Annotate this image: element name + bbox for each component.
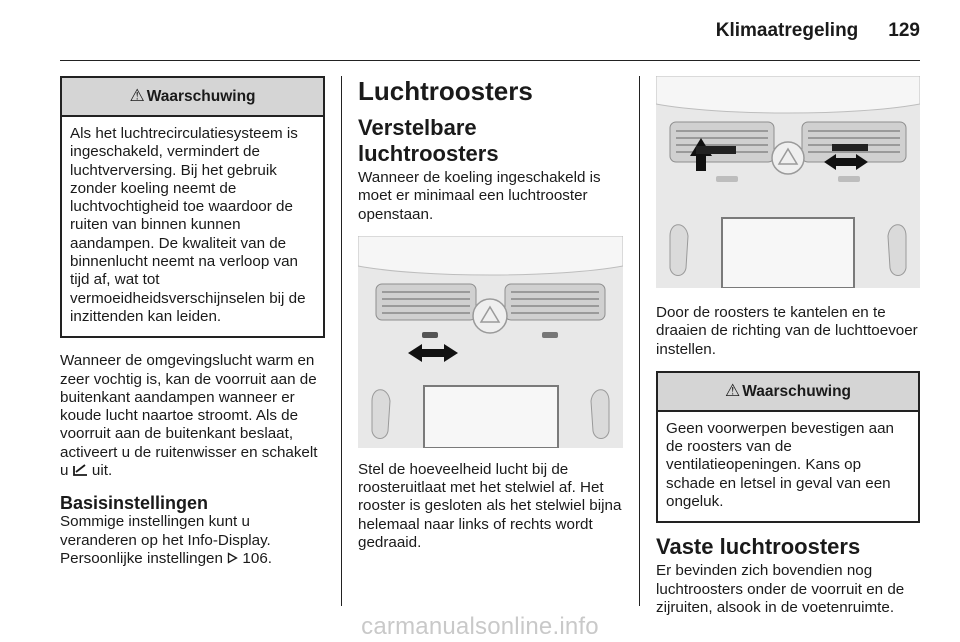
page-reference-triangle-icon (227, 550, 238, 567)
warning-box (656, 371, 920, 523)
warning-box (60, 76, 325, 338)
warning-title: Waarschuwing (146, 88, 256, 105)
warning-triangle-icon: ⚠ (129, 86, 145, 105)
column-3 (656, 76, 920, 617)
page-number: 129 (888, 20, 920, 41)
watermark: carmanualsonline.info (361, 613, 599, 640)
rotating-vents-illustration (656, 76, 920, 288)
paragraph (60, 513, 325, 568)
warning-triangle-icon: ⚠ (724, 380, 741, 400)
paragraph-text: Wanneer de omgevingslucht warm en zeer vochtig is, kan de voorruit aan de buitenkant aandampen wanneer er koude lucht naartoe stroomt. Als de voorruit aan de buitenkant beslaat, activeert u de ruitenwisser en schakelt u (60, 352, 318, 480)
warning-header (62, 78, 323, 117)
paragraph: Door de roosters te kantelen en te draaien de richting van de luchttoevoer instellen. (656, 304, 918, 358)
running-head (716, 20, 920, 42)
warning-text: Geen voorwerpen bevestigen aan de roosters van de ventilatieopeningen. Kans op schade en letsel in geval van een ongeluk. (666, 419, 894, 511)
warning-title: Waarschuwing (742, 382, 852, 400)
column-1 (60, 76, 325, 568)
page-heading: Luchtroosters (358, 76, 533, 106)
column-2 (358, 76, 623, 552)
dashboard-vents-illustration (358, 236, 623, 448)
paragraph: Stel de hoeveelheid lucht bij de roosteruitlaat met het stelwiel af. Het rooster is gesloten als het stelwiel bijna helemaal naar links of rechts wordt gedraaid. (358, 460, 622, 552)
column-divider (341, 76, 342, 606)
windscreen-wiper-icon (73, 462, 88, 479)
paragraph (60, 352, 325, 480)
paragraph: Er bevinden zich bovendien nog luchtroosters onder de voorruit en de zijruiten, alsook in de voetenruimte. (656, 562, 905, 616)
section-subheading: Verstelbare luchtroosters (358, 115, 499, 166)
warning-text: Als het luchtrecirculatiesysteem is ingeschakeld, vermindert de luchtverversing. Bij het gebruik zonder koeling neemt de luchtvochtigheid toe waardoor de ruiten van binnen kunnen aandampen. De kwaliteit van de binnenlucht neemt na verloop van tijd af, wat tot vermoeidheidsverschijnselen bij de inzittenden kan leiden. (70, 125, 306, 325)
paragraph-text: uit. (91, 462, 113, 480)
paragraph-text: Sommige instellingen kunt u veranderen op het Info-Display. Persoonlijke instellingen (60, 513, 271, 567)
page-reference: 106. (242, 549, 272, 567)
section-title: Vaste luchtroosters (656, 534, 861, 560)
chapter-title: Klimaatregeling (715, 20, 859, 41)
paragraph: Wanneer de koeling ingeschakeld is moet er minimaal een luchtrooster openstaan. (358, 169, 601, 223)
column-divider (639, 76, 640, 606)
warning-header (658, 373, 918, 412)
section-title: Basisinstellingen (60, 493, 209, 514)
header-rule (60, 60, 920, 61)
